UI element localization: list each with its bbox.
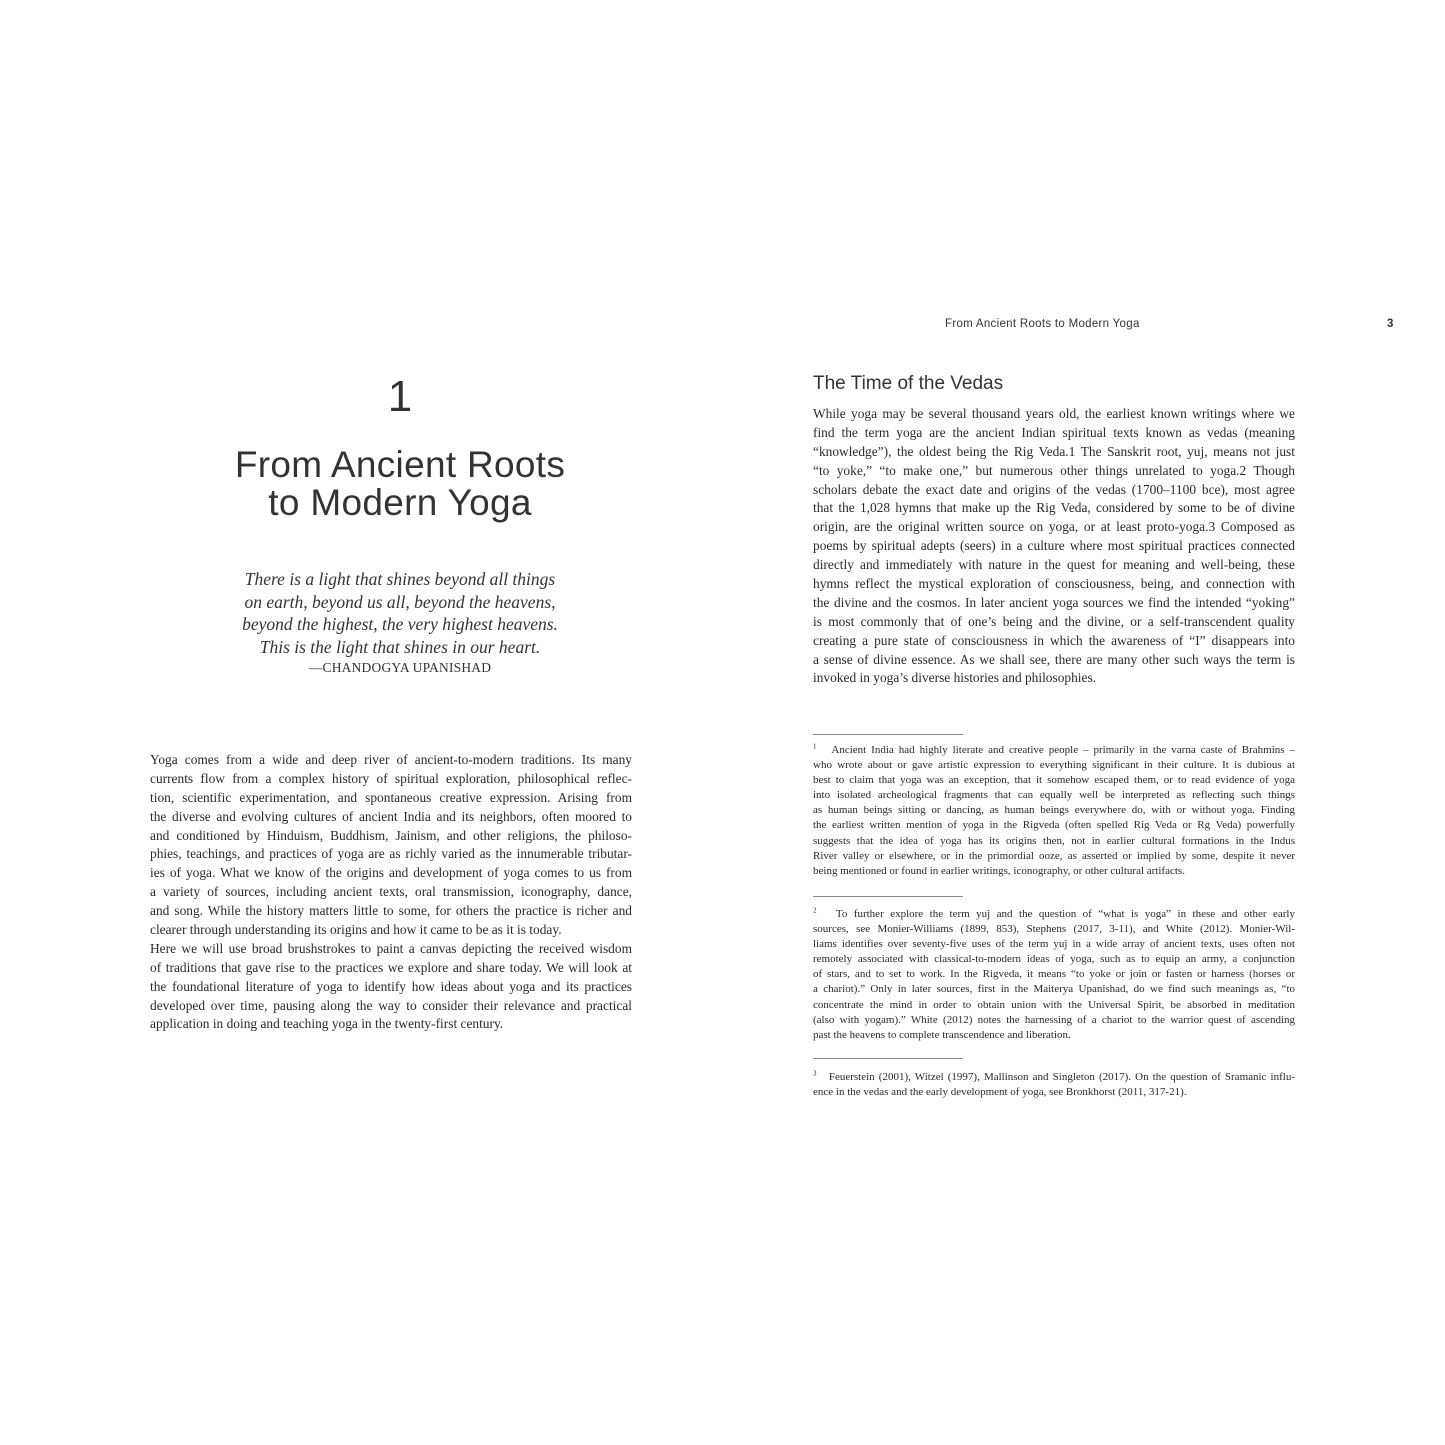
body-line: invoked in yoga’s diverse histories and philosophies. — [813, 670, 1097, 686]
footnote-line: ence in the vedas and the early development of yoga, see Bronkhorst (2011, 317-21). — [813, 1086, 1187, 1099]
footnote-line: best to claim that yoga was an exception, that it somehow escaped them, or to read evidence of yoga — [813, 774, 1295, 787]
intro-line: and song. While the history matters little to some, for others the practice is richer and — [150, 903, 632, 919]
footnote-line: a chariot).” Only in later sources, first in the Maiterya Upanishad, do we find such meanings as, “to — [813, 983, 1295, 996]
footnote-rule — [813, 896, 963, 897]
epigraph-line: This is the light that shines in our heart. — [259, 636, 541, 657]
footnote-line: as human beings sitting or dancing, as human beings everywhere do, with or without yoga. Finding — [813, 804, 1295, 817]
intro-line: developed over time, pausing along the way to consider their relevance and practical — [150, 997, 632, 1013]
intro-line: Yoga comes from a wide and deep river of ancient-to-modern traditions. Its many — [150, 752, 632, 767]
intro-line: and conditioned by Hinduism, Buddhism, Jainism, and other religions, the philoso- — [150, 827, 632, 843]
intro-line: tion, scientific experimentation, and spontaneous creative expression. Arising from — [150, 789, 632, 805]
footnote-line: sources, see Monier-Williams (1899, 853), Stephens (2017, 3-11), and White (2012). Monier-Wil- — [813, 923, 1295, 936]
intro-line: a variety of sources, including ancient texts, oral transmission, iconography, dance, — [150, 884, 632, 900]
footnote-text: Feuerstein (2001), Witzel (1997), Mallinson and Singleton (2017). On the question of Sramanic influ- — [828, 1071, 1295, 1083]
intro-paragraph — [150, 751, 632, 1034]
footnote-marker: 3 — [813, 1070, 817, 1078]
footnote-text: Ancient India had highly literate and creative people – primarily in the varna caste of Brahmins – — [831, 744, 1295, 756]
body-line: hymns reflect the mystical exploration of consciousness, being, and connection with — [813, 576, 1295, 592]
footnote-line: (also with yogam).” White (2012) notes the harnessing of a chariot to the warrior quest of ascending — [813, 1013, 1295, 1026]
intro-line: the foundational literature of yoga to identify how ideas about yoga and its practices — [150, 978, 632, 994]
footnote-line: suggests that the idea of yoga has its origins then, not in earlier cultural formations in the Indus — [813, 834, 1295, 847]
intro-line: clearer through understanding its origins and how it came to be as it is today. — [150, 922, 562, 938]
footnote-line: who wrote about or gave artistic expression to everything significant in their culture. It is dubious at — [813, 759, 1295, 772]
body-line: a sense of divine essence. As we shall see, there are many other such ways the term is — [813, 651, 1295, 667]
footnote-line: concentrate the mind in order to obtain union with the Universal Spirit, be absorbed in meditation — [813, 998, 1295, 1011]
body-line: find the term yoga are the ancient Indian spiritual texts known as vedas (meaning — [813, 424, 1295, 440]
body-line: that the 1,028 hymns that make up the Rig Veda, considered by some to be of divine — [813, 500, 1295, 516]
body-line: While yoga may be several thousand years old, the earliest known writings where we — [813, 406, 1295, 421]
intro-line: the diverse and evolving cultures of ancient India and its neighbors, often moored to — [150, 808, 632, 824]
footnote-line: River valley or elsewhere, or in the primordial ooze, as asserted or implied by some, despite it never — [813, 849, 1295, 862]
footnote-marker: 2 — [813, 907, 817, 915]
body-line: scholars debate the exact date and origins of the vedas (1700–1100 bce), most agree — [813, 481, 1295, 497]
epigraph-line: beyond the highest, the very highest heavens. — [242, 614, 558, 634]
body-line: directly and immediately with nature in the quest for meaning and well-being, these — [813, 557, 1295, 573]
footnote-2 — [813, 907, 1295, 1043]
epigraph — [190, 568, 610, 678]
body-line: poems by spiritual adepts (seers) in a culture where most spiritual practices connected — [813, 538, 1295, 554]
footnote-3 — [813, 1070, 1295, 1100]
footnote-line: of stars, and to set to work. In the Rigveda, it means “to yoke or join or fasten or harness (horses or — [813, 968, 1295, 981]
footnote-line: being mentioned or found in earlier writings, iconography, or other cultural artifacts. — [813, 864, 1185, 877]
section-heading: The Time of the Vedas — [813, 373, 1004, 394]
epigraph-attribution: —CHANDOGYA UPANISHAD — [308, 660, 492, 675]
footnote-marker: 1 — [813, 743, 817, 751]
running-head: From Ancient Roots to Modern Yoga — [945, 318, 1140, 330]
footnote-line — [813, 907, 1295, 922]
footnote-line: liams identifies over seventy-five uses of the term yuj in a wide array of ancient texts, uses often not — [813, 938, 1295, 951]
footnote-rule — [813, 1058, 963, 1059]
footnote-line: into isolated archeological fragments that can equally well be interpreted as reflecting such things — [813, 789, 1295, 802]
chapter-title-line: From Ancient Roots — [234, 444, 566, 485]
chapter-number: 1 — [387, 372, 413, 421]
footnote-line — [813, 1070, 1295, 1085]
chapter-title — [150, 446, 650, 522]
body-line: origin, are the original written source on yoga, or at least proto-yoga.3 Composed as — [813, 519, 1295, 535]
chapter-title-line: to Modern Yoga — [268, 482, 532, 523]
intro-line: of traditions that gave rise to the practices we explore and share today. We will look at — [150, 959, 632, 975]
footnote-1 — [813, 743, 1295, 879]
footnote-line: remotely associated with classical-to-modern ideas of yoga, such as to equip an army, a conjunction — [813, 953, 1295, 966]
intro-line: phies, teachings, and practices of yoga are as richly varied as the innumerable tributar- — [150, 846, 632, 862]
body-line: is most commonly that of one’s being and the divine, or a self-transcendent quality — [813, 613, 1295, 629]
page-number: 3 — [1387, 318, 1394, 330]
body-line: “knowledge”), the oldest being the Rig Veda.1 The Sanskrit root, yuj, means not just — [813, 443, 1295, 459]
intro-line: currents flow from a complex history of spiritual exploration, philosophical reflec- — [150, 770, 632, 786]
footnote-line — [813, 743, 1295, 758]
section-body — [813, 405, 1295, 688]
footnote-text: To further explore the term yuj and the question of “what is yoga” in these and other early — [835, 908, 1295, 920]
body-line: creating a pure state of consciousness in which the awareness of “I” disappears into — [813, 632, 1295, 648]
footnote-line: past the heavens to complete transcendence and liberation. — [813, 1028, 1071, 1041]
intro-line: application in doing and teaching yoga in the twenty-first century. — [150, 1016, 504, 1032]
body-line: “to yoke,” “to make one,” but numerous other things unrelated to yoga.2 Though — [813, 462, 1295, 478]
epigraph-line: There is a light that shines beyond all things — [244, 569, 556, 589]
footnote-line: the earliest written mention of yoga in the Rigveda (often spelled Rig Veda or Rg Veda) powerfully — [813, 819, 1295, 832]
intro-line: ies of yoga. What we know of the origins and development of yoga comes to us from — [150, 865, 632, 881]
footnote-rule — [813, 734, 963, 735]
body-line: the divine and the cosmos. In later ancient yoga sources we find the intended “yoking” — [813, 594, 1295, 610]
intro-line: Here we will use broad brushstrokes to paint a canvas depicting the received wisdom — [150, 940, 632, 956]
epigraph-line: on earth, beyond us all, beyond the heavens, — [244, 591, 556, 612]
